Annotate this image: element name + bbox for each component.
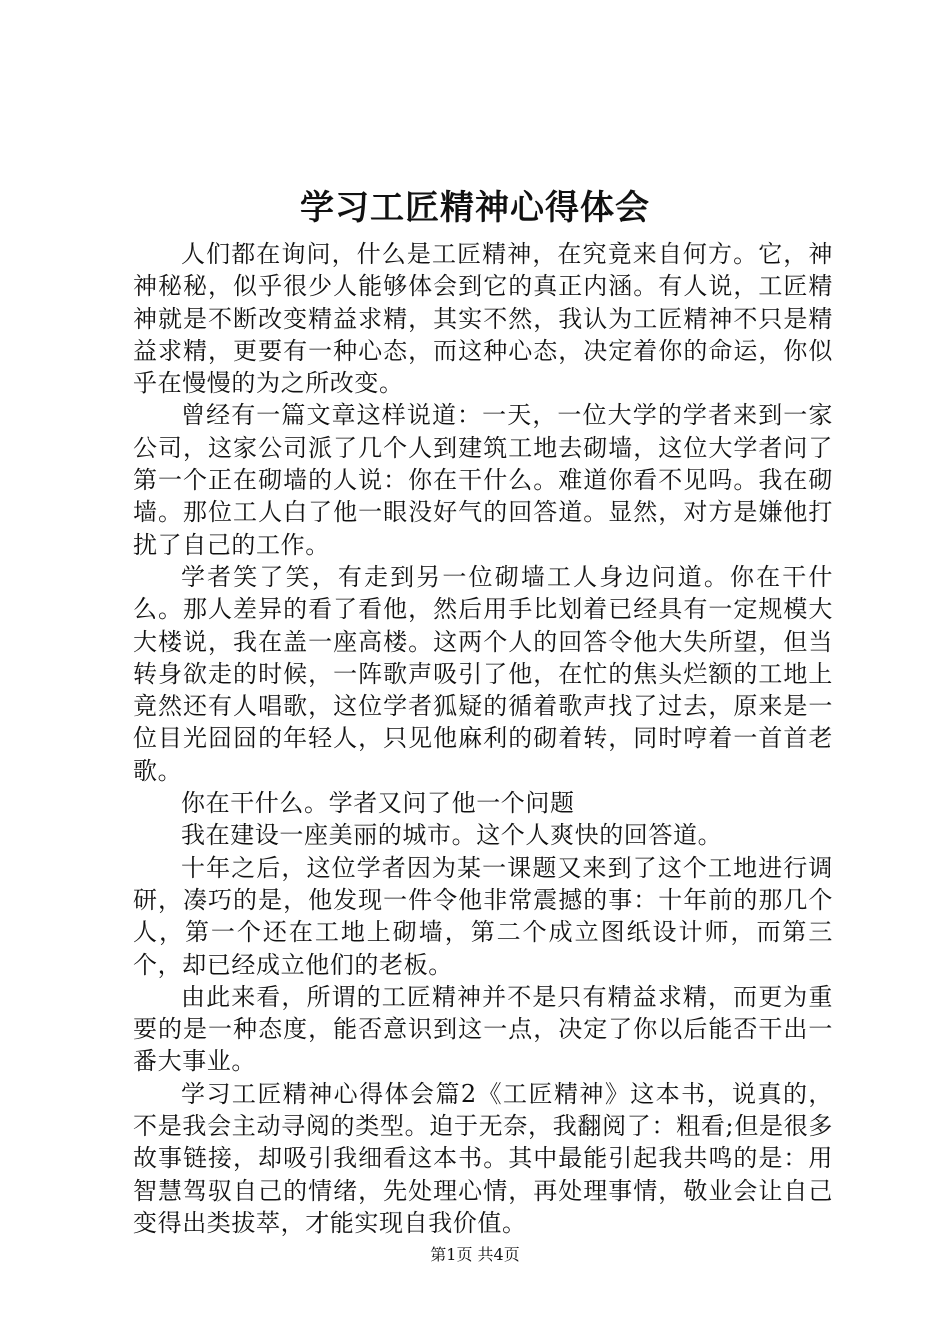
page-number-footer: 第1页 共4页 (430, 1245, 520, 1264)
paragraph-5: 我在建设一座美丽的城市。这个人爽快的回答道。 (181, 821, 723, 850)
paragraph-2: 曾经有一篇文章这样说道：一天，一位大学的学者来到一家公司，这家公司派了几个人到建筑工地去砌墙，这位大学者问了第一个正在砌墙的人说：你在干什么。难道你看不见吗。我在砌墙。那位工人白了他一眼没好气的回答道。显然，对方是嫌他打扰了自己的工作。 (133, 401, 833, 559)
paragraph-3: 学者笑了笑，有走到另一位砌墙工人身边问道。你在干什么。那人差异的看了看他，然后用手比划着已经具有一定规模大大楼说，我在盖一座高楼。这两个人的回答令他大失所望，但当转身欲走的时候，一阵歌声吸引了他，在忙的焦头烂额的工地上竟然还有人唱歌，这位学者狐疑的循着歌声找了过去，原来是一位目光囧囧的年轻人，只见他麻利的砌着转，同时哼着一首首老歌。 (133, 562, 833, 785)
paragraph-8: 学习工匠精神心得体会篇2《工匠精神》这本书，说真的，不是我会主动寻阅的类型。迫于无奈，我翻阅了：粗看;但是很多故事链接，却吸引我细看这本书。其中最能引起我共鸣的是：用智慧驾驭自己的情绪，先处理心情，再处理事情，敬业会让自己变得出类拔萃，才能实现自我价值。 (133, 1079, 833, 1237)
paragraph-6: 十年之后，这位学者因为某一课题又来到了这个工地进行调研，凑巧的是，他发现一件令他非常震撼的事：十年前的那几个人，第一个还在工地上砌墙，第二个成立图纸设计师，而第三个，却已经成立他们的老板。 (133, 853, 833, 979)
paragraph-1: 人们都在询问，什么是工匠精神，在究竟来自何方。它，神神秘秘，似乎很少人能够体会到它的真正内涵。有人说，工匠精神就是不断改变精益求精，其实不然，我认为工匠精神不只是精益求精，更要有一种心态，而这种心态，决定着你的命运，你似乎在慢慢的为之所改变。 (133, 240, 833, 398)
document-body (133, 238, 833, 1239)
paragraph-4: 你在干什么。学者又问了他一个问题 (181, 789, 575, 818)
document-title: 学习工匠精神心得体会 (300, 188, 650, 228)
paragraph-7: 由此来看，所谓的工匠精神并不是只有精益求精，而更为重要的是一种态度，能否意识到这一点，决定了你以后能否干出一番大事业。 (133, 982, 833, 1076)
